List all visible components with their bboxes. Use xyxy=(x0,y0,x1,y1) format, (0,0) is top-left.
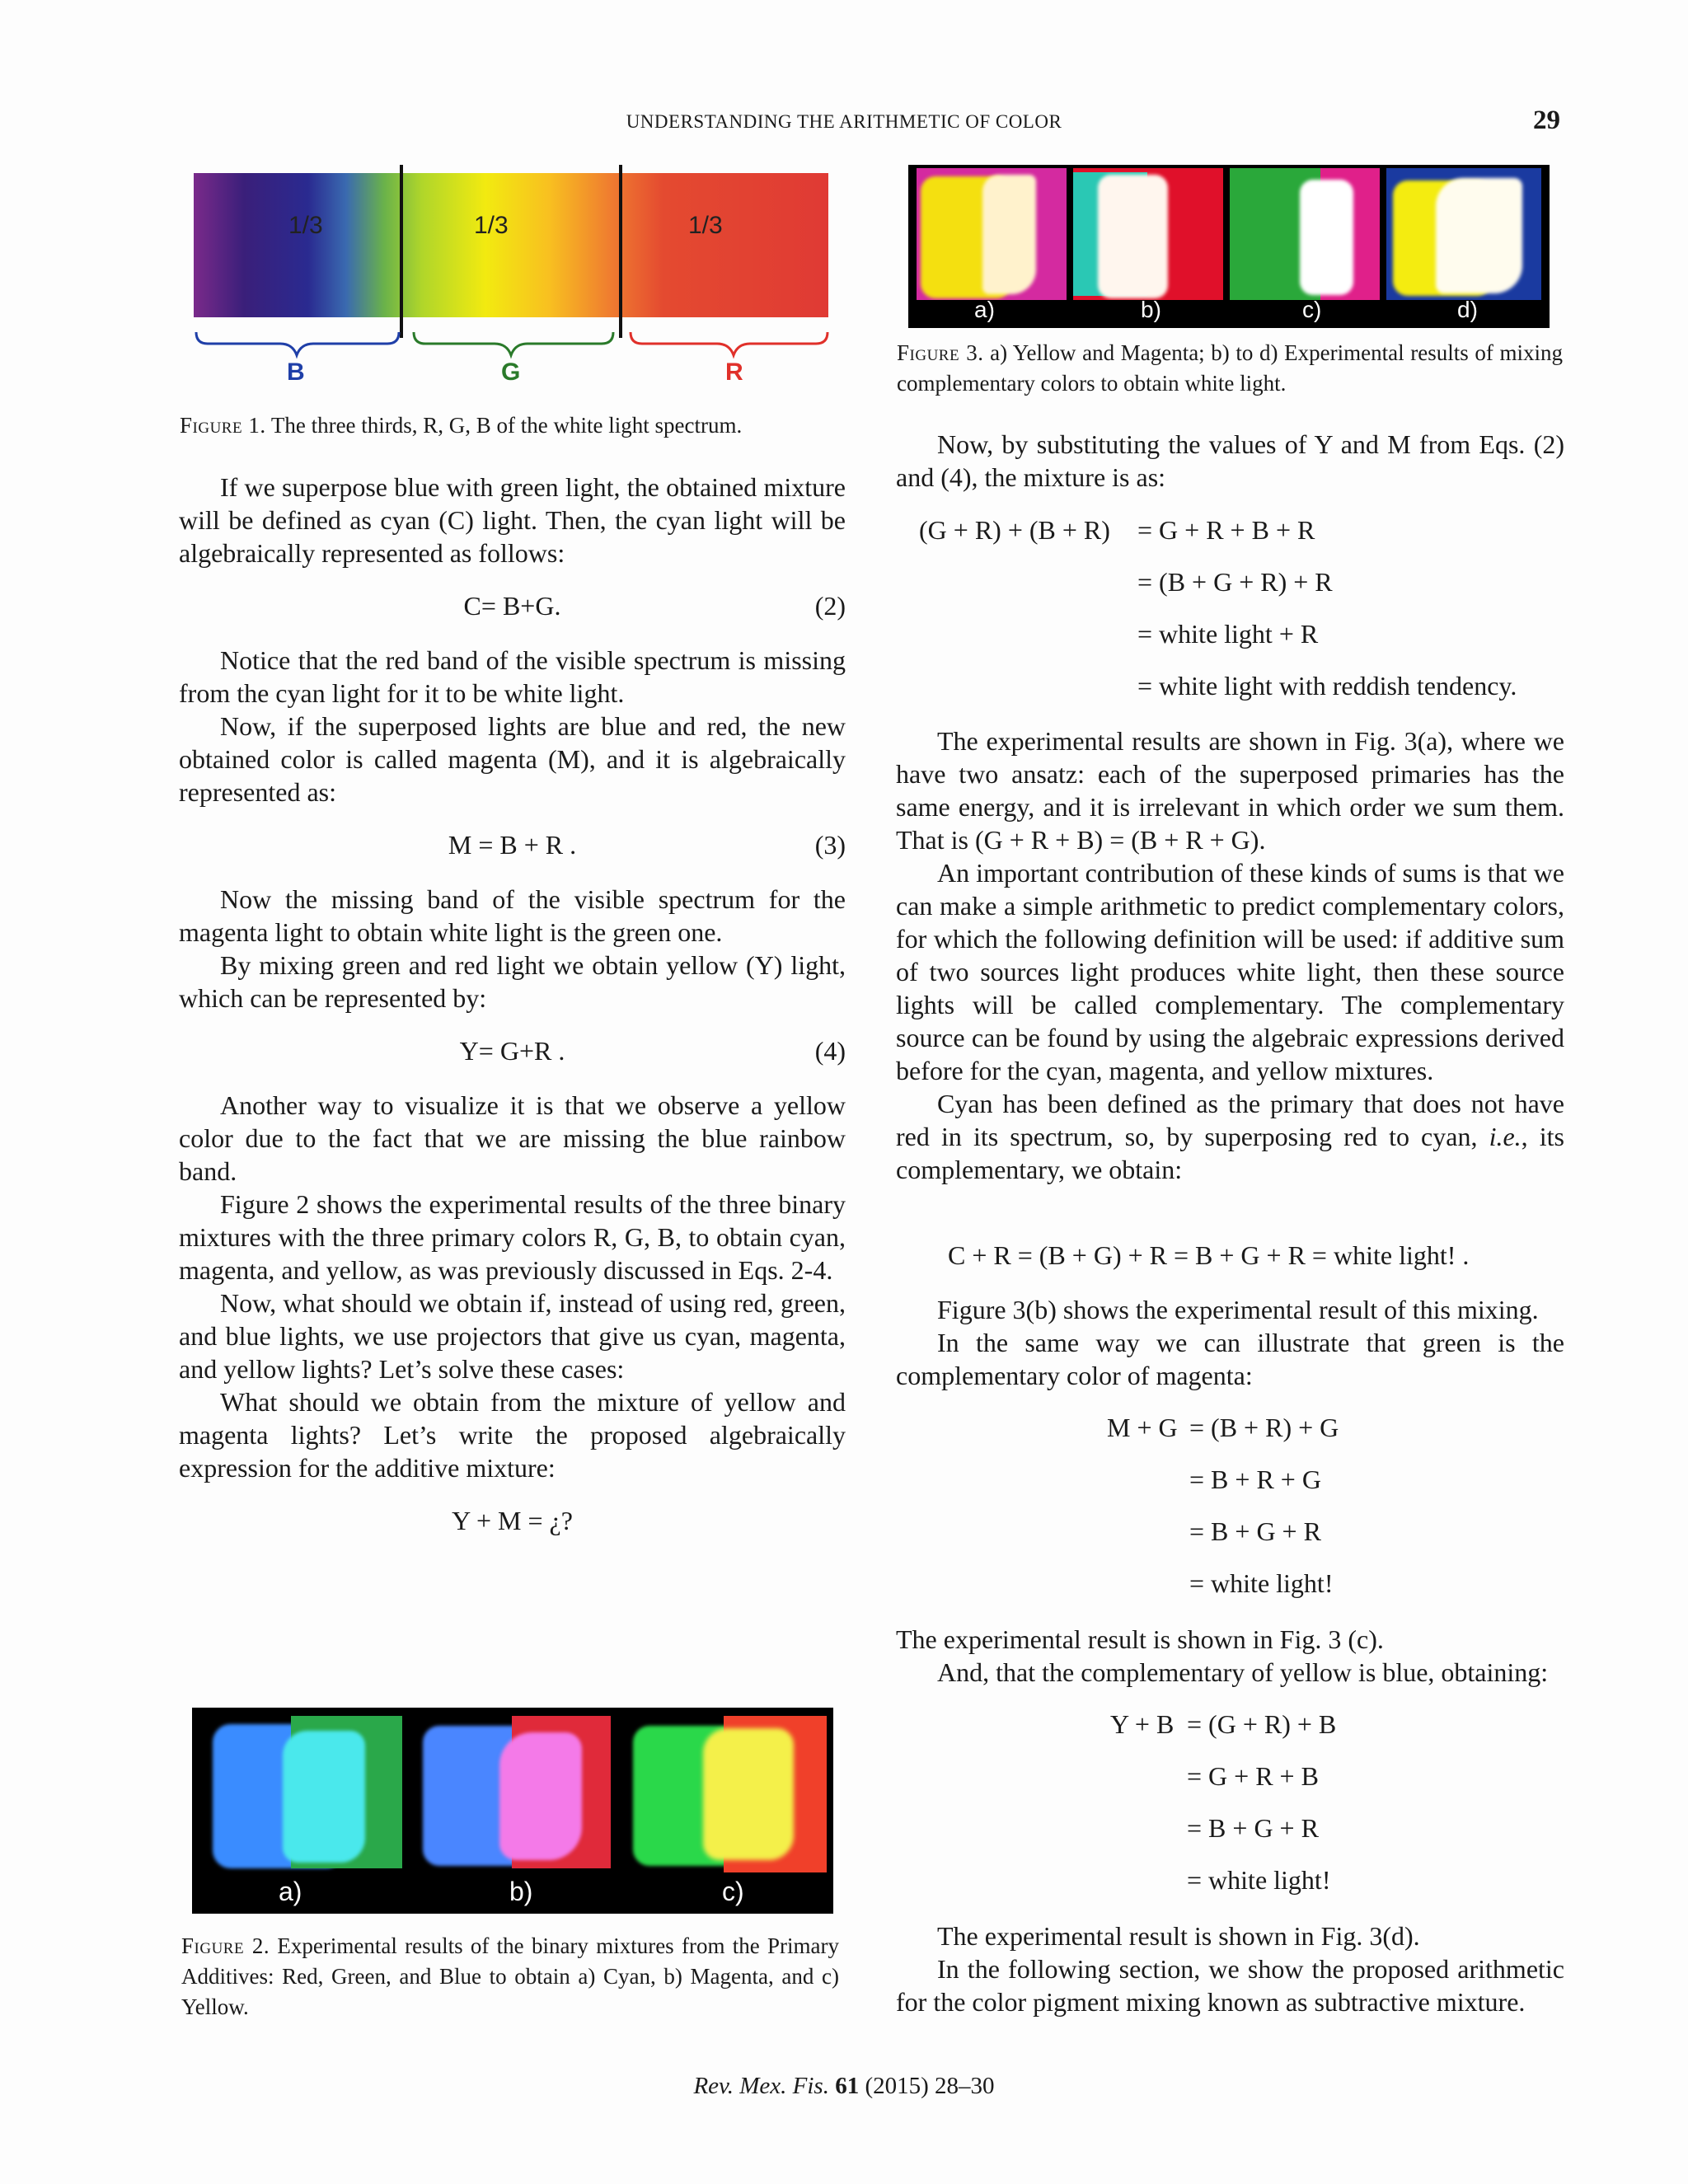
equation-number: (2) xyxy=(814,591,846,621)
figure-1-caption xyxy=(180,410,839,441)
equation-line: = white light! xyxy=(1187,1865,1331,1895)
equation-line: = white light with reddish tendency. xyxy=(1137,671,1517,701)
equation-lhs: (G + R) + (B + R) xyxy=(919,515,1110,545)
equation-body: Y + M = ¿? xyxy=(452,1506,573,1535)
paragraph xyxy=(896,1087,1564,1186)
equation-line: = B + R + G xyxy=(1189,1465,1321,1494)
figure-3-panel-b xyxy=(1073,168,1223,300)
text-run: Cyan has been defined as the primary that does not have red in its spectrum, so, by superposing red to cyan, xyxy=(896,1089,1564,1151)
panel-label-b: b) xyxy=(1141,297,1161,322)
equation-lhs: M + G xyxy=(1107,1413,1178,1442)
brace-label-r: R xyxy=(725,359,743,386)
brace-label-g: G xyxy=(501,359,521,386)
brace-b xyxy=(196,332,399,355)
equation-line: = (B + R) + G xyxy=(1189,1413,1339,1442)
figure-2 xyxy=(192,1708,833,1914)
third-label-1: 1/3 xyxy=(288,212,323,239)
paragraph: In the same way we can illustrate that green is the complementary color of magenta: xyxy=(896,1328,1564,1390)
paragraph: In the following section, we show the proposed arithmetic for the color pigment mixing known as subtractive mixture. xyxy=(896,1954,1564,2017)
paragraph: Figure 2 shows the experimental results of the three binary mixtures with the three primary colors R, G, B, to obtain cyan, magenta, and yellow, as was previously discussed in Eqs. 2-4. xyxy=(179,1189,846,1285)
equation-line: = (B + G + R) + R xyxy=(1137,567,1333,597)
equation-line: = B + G + R xyxy=(1189,1516,1321,1546)
panel-label-c: c) xyxy=(1302,297,1322,322)
journal-year-pages: (2015) 28–30 xyxy=(865,2073,995,2099)
panel-label-b: b) xyxy=(509,1877,533,1906)
caption-text: Experimental results of the binary mixtures from the Primary Additives: Red, Green, and Blue to obtain a) Cyan, b) Magenta, and c) Yellow. xyxy=(181,1933,839,2019)
figure-2-panel-b xyxy=(413,1716,615,1872)
figure-2-panel-c xyxy=(625,1716,827,1872)
equation-5 xyxy=(179,1504,846,1537)
paragraph: Now, if the superposed lights are blue and red, the new obtained color is called magenta (M), and it is algebraically represented as: xyxy=(179,711,846,807)
paragraph: Now, what should we obtain if, instead of using red, green, and blue lights, we use projectors that give us cyan, magenta, and yellow lights? Let’s solve these cases: xyxy=(179,1288,846,1384)
footer xyxy=(0,2073,1688,2100)
paragraph: Now the missing band of the visible spectrum for the magenta light to obtain white light is the green one. xyxy=(179,884,846,947)
caption-text: The three thirds, R, G, B of the white light spectrum. xyxy=(270,413,743,438)
equation-line: = B + G + R xyxy=(1187,1813,1319,1843)
equation-lhs: Y + B xyxy=(1110,1709,1175,1739)
brace-label-b: B xyxy=(287,359,305,386)
third-label-2: 1/3 xyxy=(474,212,509,239)
caption-text: a) Yellow and Magenta; b) to d) Experimental results of mixing complementary colors to obtain white light. xyxy=(897,340,1563,396)
equation-3 xyxy=(179,828,846,861)
panel-label-a: a) xyxy=(279,1877,302,1906)
paragraph: The experimental results are shown in Fig. 3(a), where we have two ansatz: each of the superposed primaries has the same energy, and it is irrelevant in which order we sum them. That is (G + R + B) = (B + R + G). xyxy=(896,726,1564,855)
equation-line: = white light! xyxy=(1189,1568,1334,1598)
journal-name: Rev. Mex. Fis. xyxy=(693,2073,829,2099)
figure-2-caption xyxy=(181,1931,839,2022)
paragraph: The experimental result is shown in Fig. 3(d). xyxy=(937,1921,1420,1951)
figure-3 xyxy=(908,165,1550,328)
left-column xyxy=(179,471,846,1558)
right-paragraphs-3 xyxy=(896,1293,1564,1392)
paragraph: By mixing green and red light we obtain yellow (Y) light, which can be represented by: xyxy=(179,950,846,1013)
running-head: UNDERSTANDING THE ARITHMETIC OF COLOR xyxy=(626,111,1062,132)
paragraph: An important contribution of these kinds of sums is that we can make a simple arithmetic to predict complementary colors, for which the following definition will be used: if additive sum of two sources light produces white light, then these source lights will be called complementary. The complementary source can be found by using the algebraic expressions derived before for the cyan, magenta, and yellow mixtures. xyxy=(896,858,1564,1085)
figure-3-panel-c xyxy=(1230,168,1380,300)
brace-r xyxy=(631,332,828,355)
equation-line: = white light + R xyxy=(1137,619,1319,649)
paragraph: If we superpose blue with green light, the obtained mixture will be defined as cyan (C) light. Then, the cyan light will be algebraically represented as follows: xyxy=(179,472,846,568)
paragraph: What should we obtain from the mixture of yellow and magenta lights? Let’s write the proposed algebraically expression for the additive mixture: xyxy=(179,1387,846,1483)
spectrum-figure xyxy=(190,161,832,391)
paragraph: And, that the complementary of yellow is blue, obtaining: xyxy=(937,1657,1549,1687)
right-paragraph-1 xyxy=(896,428,1564,494)
figure-1 xyxy=(190,161,832,391)
panel-label-c: c) xyxy=(722,1877,744,1906)
figure-3-panel-d xyxy=(1386,168,1541,300)
figure-2-panel-a xyxy=(200,1716,402,1872)
equation-line: = G + R + B + R xyxy=(1137,515,1315,545)
paragraph: Figure 3(b) shows the experimental result of this mixing. xyxy=(937,1295,1539,1324)
equation-line: = G + R + B xyxy=(1187,1761,1319,1791)
equation-cr: C + R = (B + G) + R = B + G + R = white light! . xyxy=(948,1240,1470,1270)
panel-label-a: a) xyxy=(974,297,995,322)
figure-3-caption xyxy=(897,338,1563,399)
equation-number: (4) xyxy=(814,1036,846,1066)
paragraph: The experimental result is shown in Fig. 3 (c). xyxy=(896,1624,1384,1654)
equation-number: (3) xyxy=(814,830,846,860)
equation-body: C= B+G. xyxy=(463,591,561,621)
panel-label-d: d) xyxy=(1457,297,1478,322)
paragraph: Notice that the red band of the visible spectrum is missing from the cyan light for it to be white light. xyxy=(179,645,846,708)
right-paragraphs-4 xyxy=(896,1623,1564,1689)
caption-label: Figure 3. xyxy=(897,340,984,365)
caption-label: Figure 1. xyxy=(180,413,266,438)
equation-4 xyxy=(179,1034,846,1067)
equation-body: M = B + R . xyxy=(448,830,577,860)
journal-volume: 61 xyxy=(835,2073,860,2099)
equation-line: = (G + R) + B xyxy=(1187,1709,1337,1739)
caption-label: Figure 2. xyxy=(181,1933,270,1958)
paragraph: Now, by substituting the values of Y and M from Eqs. (2) and (4), the mixture is as: xyxy=(896,429,1564,492)
right-paragraphs-2 xyxy=(896,724,1564,1186)
third-label-3: 1/3 xyxy=(688,212,723,239)
paragraph: Another way to visualize it is that we observe a yellow color due to the fact that we are missing the blue rainbow band. xyxy=(179,1090,846,1186)
page-number: 29 xyxy=(1533,105,1560,135)
spectrum-band xyxy=(194,173,828,317)
text-run: , its complementary, we obtain: xyxy=(896,1122,1565,1184)
equation-2 xyxy=(179,589,846,622)
text-run-italic: i.e. xyxy=(1489,1122,1522,1151)
right-paragraphs-5 xyxy=(896,1919,1564,2018)
brace-g xyxy=(414,332,613,355)
equation-body: Y= G+R . xyxy=(459,1036,565,1066)
figure-3-panel-a xyxy=(917,168,1067,300)
